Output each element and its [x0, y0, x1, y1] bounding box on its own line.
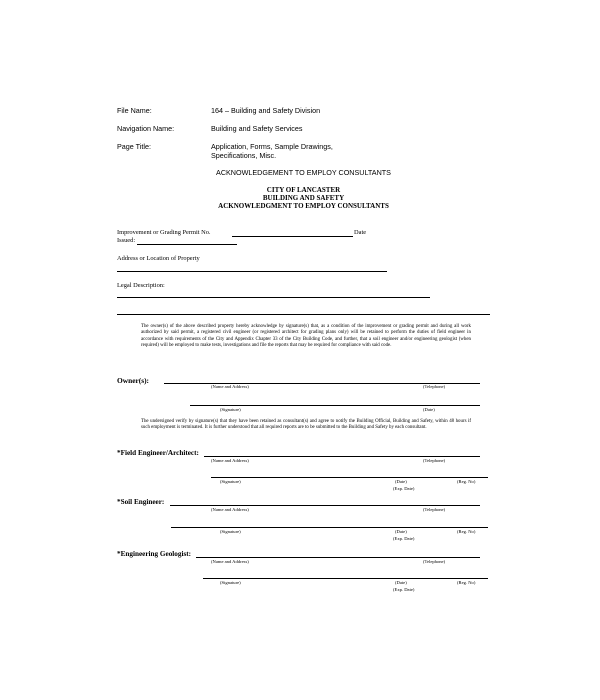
owner-label: Owner(s):	[117, 376, 150, 385]
soil-engineer-signature-field[interactable]	[171, 527, 488, 528]
soil-engineer-name-field[interactable]	[170, 505, 480, 506]
owner-name-caption: (Name and Address)	[211, 384, 249, 389]
soil-engineer-exp-caption: (Exp. Date)	[393, 536, 415, 541]
page-title-label: Page Title:	[117, 142, 151, 151]
address-label: Address or Location of Property	[117, 255, 200, 262]
field-engineer-exp-caption: (Exp. Date)	[393, 486, 415, 491]
field-engineer-name-field[interactable]	[204, 456, 480, 457]
page-title-line1: Application, Forms, Sample Drawings,	[211, 142, 333, 151]
soil-engineer-label: *Soil Engineer:	[117, 498, 165, 506]
geologist-name-field[interactable]	[196, 557, 480, 558]
soil-engineer-tel-caption: (Telephone)	[423, 507, 446, 512]
issued-field[interactable]	[137, 244, 237, 245]
nav-name-value: Building and Safety Services	[211, 124, 303, 133]
file-name-value: 164 – Building and Safety Division	[211, 106, 321, 115]
doc-title: ACKNOWLEDGEMENT TO EMPLOY CONSULTANTS	[216, 168, 391, 177]
consultant-paragraph: The undersigned verify by signature(s) that they have been retained as consultant(s) and agree to notify the Building Official, Building and Safety, within 48 hours if such employment is terminated. It is further understood that all required reports are to be submitted to the Building and Safety by each consultant.	[141, 419, 471, 431]
date-label: Date	[354, 229, 367, 236]
issued-label: Issued:	[117, 237, 136, 244]
legal-field-line2[interactable]	[117, 314, 490, 315]
legal-label: Legal Description:	[117, 282, 165, 289]
owner-signature-field[interactable]	[190, 405, 480, 406]
file-name-label: File Name:	[117, 106, 152, 115]
owner-sig-caption: (Signature)	[220, 407, 241, 412]
geologist-reg-caption: (Reg. No)	[457, 580, 476, 585]
city-line3: ACKNOWLEDGMENT TO EMPLOY CONSULTANTS	[218, 202, 389, 210]
page-title-line2: Specifications, Misc.	[211, 151, 277, 160]
geologist-label: *Engineering Geologist:	[117, 550, 192, 558]
soil-engineer-date-caption: (Date)	[395, 529, 407, 534]
geologist-tel-caption: (Telephone)	[423, 559, 446, 564]
nav-name-label: Navigation Name:	[117, 124, 175, 133]
address-field[interactable]	[117, 271, 387, 272]
field-engineer-date-caption: (Date)	[395, 479, 407, 484]
field-engineer-name-caption: (Name and Address)	[211, 458, 249, 463]
field-engineer-sig-caption: (Signature)	[220, 479, 241, 484]
owner-date-caption: (Date)	[423, 407, 435, 412]
geologist-date-caption: (Date)	[395, 580, 407, 585]
soil-engineer-sig-caption: (Signature)	[220, 529, 241, 534]
geologist-exp-caption: (Exp. Date)	[393, 587, 415, 592]
field-engineer-reg-caption: (Reg. No)	[457, 479, 476, 484]
permit-label: Improvement or Grading Permit No.	[117, 229, 211, 236]
city-line1: CITY OF LANCASTER	[266, 186, 341, 194]
soil-engineer-name-caption: (Name and Address)	[211, 507, 249, 512]
geologist-sig-caption: (Signature)	[220, 580, 241, 585]
legal-field-line1[interactable]	[117, 297, 430, 298]
permit-number-field[interactable]	[232, 236, 353, 237]
field-engineer-tel-caption: (Telephone)	[423, 458, 446, 463]
owner-tel-caption: (Telephone)	[423, 384, 446, 389]
city-line2: BUILDING AND SAFETY	[262, 194, 345, 202]
field-engineer-signature-field[interactable]	[211, 477, 488, 478]
geologist-signature-field[interactable]	[203, 578, 488, 579]
geologist-name-caption: (Name and Address)	[211, 559, 249, 564]
field-engineer-label: *Field Engineer/Architect:	[117, 449, 199, 457]
owner-paragraph: The owner(s) of the above described property hereby acknowledge by signature(s) that, as a condition of the improvement or grading permit and during all work authorized by said permit, a registered civil engineer (or registered architect for grading plans only) will be retained to perform the duties of field engineer in accordance with requirements of the City and Appendix Chapter 33 of the City Building Code, and further, that a soil engineer and/or engineering geologist (when required) will be employed to make tests, investigations and file the reports that may be required for compliance with said code.	[141, 324, 471, 349]
soil-engineer-reg-caption: (Reg. No)	[457, 529, 476, 534]
